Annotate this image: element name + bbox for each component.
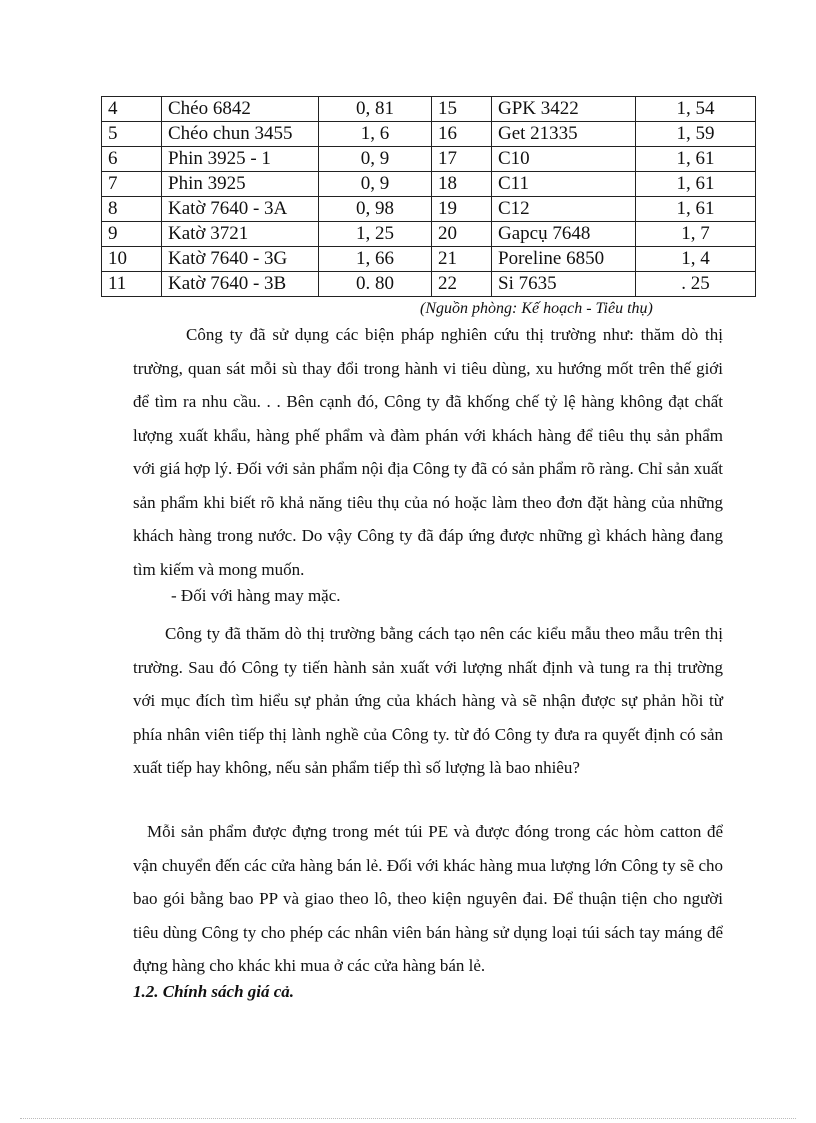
product-name-right: Poreline 6850 xyxy=(492,247,636,272)
row-number-left: 11 xyxy=(102,272,162,297)
product-name-right: C10 xyxy=(492,147,636,172)
table-row xyxy=(102,247,756,272)
row-number-left: 7 xyxy=(102,172,162,197)
product-value-right: 1, 4 xyxy=(636,247,756,272)
row-number-left: 4 xyxy=(102,97,162,122)
product-value-left: 1, 6 xyxy=(319,122,432,147)
row-number-left: 10 xyxy=(102,247,162,272)
product-value-right: 1, 61 xyxy=(636,172,756,197)
product-value-right: . 25 xyxy=(636,272,756,297)
product-value-left: 0, 9 xyxy=(319,172,432,197)
product-name-left: Katờ 7640 - 3G xyxy=(162,247,319,272)
row-number-right: 22 xyxy=(432,272,492,297)
product-name-left: Katờ 3721 xyxy=(162,222,319,247)
table-row xyxy=(102,272,756,297)
subheading-garments: - Đối với hàng may mặc. xyxy=(171,586,341,605)
product-name-left: Katờ 7640 - 3B xyxy=(162,272,319,297)
product-name-right: Gapcụ 7648 xyxy=(492,222,636,247)
paragraph-packaging: Mỗi sản phẩm được đựng trong mét túi PE và được đóng trong các hòm catton để vận chuyển đến các cửa hàng bán lẻ. Đối với khác hàng mua lượng lớn Công ty sẽ cho bao gói bằng bao PP và giao theo lô, theo kiện nguyên đai. Để thuận tiện cho người tiêu dùng Công ty cho phép các nhân viên bán hàng sử dụng loại túi sách tay máng để đựng hàng cho khác khi mua ở các cửa hàng bán lẻ. xyxy=(133,822,723,975)
table-row xyxy=(102,97,756,122)
product-value-right: 1, 54 xyxy=(636,97,756,122)
product-name-left: Phin 3925 - 1 xyxy=(162,147,319,172)
product-value-right: 1, 61 xyxy=(636,147,756,172)
product-name-left: Chéo 6842 xyxy=(162,97,319,122)
product-value-left: 0, 98 xyxy=(319,197,432,222)
row-number-right: 15 xyxy=(432,97,492,122)
product-value-left: 0, 9 xyxy=(319,147,432,172)
product-name-right: Si 7635 xyxy=(492,272,636,297)
product-value-right: 1, 7 xyxy=(636,222,756,247)
product-name-left: Katờ 7640 - 3A xyxy=(162,197,319,222)
product-value-right: 1, 61 xyxy=(636,197,756,222)
row-number-left: 9 xyxy=(102,222,162,247)
row-number-left: 8 xyxy=(102,197,162,222)
product-name-left: Chéo chun 3455 xyxy=(162,122,319,147)
paragraph-market-research: Công ty đã sử dụng các biện pháp nghiên cứu thị trường như: thăm dò thị trường, quan sát mỗi sù thay đổi trong hành vi tiêu dùng, xu hướng mốt trên thế giới để tìm ra nhu cầu. . . Bên cạnh đó, Công ty đã khống chế tỷ lệ hàng không đạt chất lượng xuất khẩu, hàng phế phẩm và đàm phán với khách hàng để tiêu thụ sản phẩm với giá hợp lý. Đối với sản phẩm nội địa Công ty đã có sản phẩm rõ ràng. Chỉ sản xuất sản phẩm khi biết rõ khả năng tiêu thụ của nó hoặc làm theo đơn đặt hàng của những khách hàng trong nước. Do vậy Công ty đã đáp ứng được những gì khách hàng đang tìm kiếm và mong muốn. xyxy=(133,325,723,579)
row-number-left: 5 xyxy=(102,122,162,147)
product-value-right: 1, 59 xyxy=(636,122,756,147)
product-name-right: C12 xyxy=(492,197,636,222)
paragraph-market-survey: Công ty đã thăm dò thị trường bằng cách tạo nên các kiểu mẫu theo mẫu trên thị trường. Sau đó Công ty tiến hành sản xuất với lượng nhất định và tung ra thị trường với mục đích tìm hiểu sự phản ứng của khách hàng và sẽ nhận được sự phản hồi từ phía nhân viên tiếp thị lành nghề của Công ty. từ đó Công ty đưa ra quyết định có sản xuất tiếp hay không, nếu sản phẩm tiếp thì số lượng là bao nhiêu? xyxy=(133,624,723,777)
table-source-note: (Nguồn phòng: Kế hoạch - Tiêu thụ) xyxy=(420,300,653,317)
product-name-right: C11 xyxy=(492,172,636,197)
product-value-left: 0. 80 xyxy=(319,272,432,297)
section-heading-pricing-policy: 1.2. Chính sách giá cả. xyxy=(133,982,295,1001)
product-name-right: GPK 3422 xyxy=(492,97,636,122)
product-table xyxy=(101,96,756,297)
table-row xyxy=(102,222,756,247)
table-row xyxy=(102,147,756,172)
row-number-right: 17 xyxy=(432,147,492,172)
product-table-body xyxy=(102,97,756,297)
product-value-left: 1, 66 xyxy=(319,247,432,272)
row-number-right: 21 xyxy=(432,247,492,272)
product-value-left: 1, 25 xyxy=(319,222,432,247)
table-row xyxy=(102,197,756,222)
row-number-right: 16 xyxy=(432,122,492,147)
row-number-right: 19 xyxy=(432,197,492,222)
table-row xyxy=(102,172,756,197)
row-number-right: 20 xyxy=(432,222,492,247)
table-row xyxy=(102,122,756,147)
product-name-right: Get 21335 xyxy=(492,122,636,147)
row-number-right: 18 xyxy=(432,172,492,197)
page-bottom-divider xyxy=(20,1118,796,1119)
product-value-left: 0, 81 xyxy=(319,97,432,122)
product-name-left: Phin 3925 xyxy=(162,172,319,197)
row-number-left: 6 xyxy=(102,147,162,172)
